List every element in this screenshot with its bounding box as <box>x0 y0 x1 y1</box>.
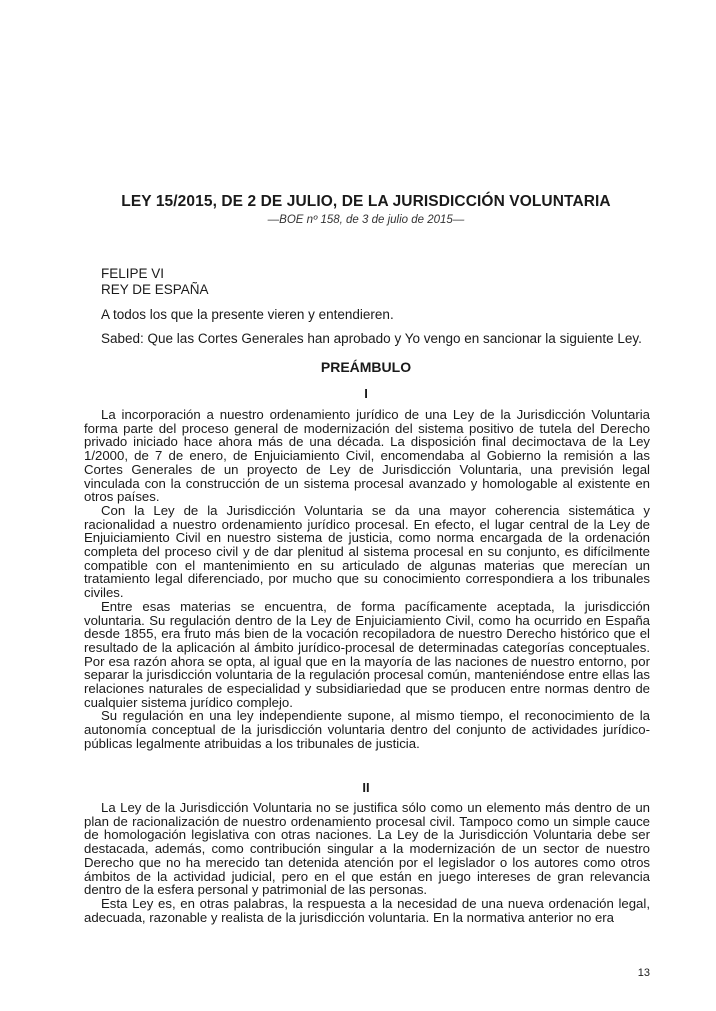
intro-line-2: Sabed: Que las Cortes Generales han aprobado y Yo vengo en sancionar la siguiente Ley. <box>101 331 642 346</box>
paragraph: Entre esas materias se encuentra, de forma pacíficamente aceptada, la jurisdicción voluntaria. Su regulación dentro de la Ley de Enjuiciamiento Civil, como ha ocurrido en España desde 1855, era fruto más bien de la vocación recopiladora de nuestro Derecho histórico que el resultado de la aplicación al ámbito jurídico-procesal de determinadas categorías conceptuales. Por esa razón ahora se opta, al igual que en la mayoría de las naciones de nuestro entorno, por separar la jurisdicción voluntaria de la regulación procesal común, manteniéndose entre ellas las relaciones naturales de especialidad y subsidiariedad que se producen entre normas dentro de cualquier sistema jurídico complejo. <box>84 598 650 710</box>
king-block <box>101 266 209 298</box>
king-name: FELIPE VI <box>101 266 165 281</box>
section-ii-body <box>84 801 650 924</box>
law-title: LEY 15/2015, DE 2 DE JULIO, DE LA JURISDICCIÓN VOLUNTARIA <box>121 193 611 210</box>
paragraph: La incorporación a nuestro ordenamiento jurídico de una Ley de la Jurisdicción Voluntaria forma parte del proceso general de modernización del sistema positivo de tutela del Derecho privado iniciado hace ahora más de una década. La disposición final decimoctava de la Ley 1/2000, de 7 de enero, de Enjuiciamiento Civil, encomendaba al Gobierno la remisión a las Cortes Generales de un proyecto de Ley de Jurisdicción Voluntaria, una previsión legal vinculada con la construcción de un sistema procesal avanzado y homologable al existente en otros países. <box>84 407 650 505</box>
section-i-body <box>84 408 650 751</box>
section-heading-ii: II <box>362 780 370 795</box>
page-number: 13 <box>637 967 650 979</box>
king-title: REY DE ESPAÑA <box>101 282 209 297</box>
paragraph: Su regulación en una ley independiente supone, al mismo tiempo, el reconocimiento de la autonomía conceptual de la jurisdicción voluntaria dentro del conjunto de actividades jurídico-públicas legalmente atribuidas a los tribunales de justicia. <box>84 708 650 751</box>
paragraph: Esta Ley es, en otras palabras, la respuesta a la necesidad de una nueva ordenación legal, adecuada, razonable y realista de la jurisdicción voluntaria. En la normativa anterior no era <box>84 895 650 925</box>
preamble-heading: PREÁMBULO <box>320 359 412 375</box>
section-heading-i: I <box>364 386 368 401</box>
paragraph: La Ley de la Jurisdicción Voluntaria no se justifica sólo como un elemento más dentro de un plan de racionalización de nuestro ordenamiento procesal civil. Tampoco como un simple cauce de homologación legislativa con otras naciones. La Ley de la Jurisdicción Voluntaria debe ser destacada, además, como contribución singular a la modernización de un sector de nuestro Derecho que no ha merecido tan detenida atención por el legislador o los autores como otros ámbitos de la actividad judicial, pero en el que están en juego intereses de gran relevancia dentro de la esfera personal y patrimonial de las personas. <box>84 800 650 898</box>
paragraph: Con la Ley de la Jurisdicción Voluntaria se da una mayor coherencia sistemática y racionalidad a nuestro ordenamiento jurídico procesal. En efecto, el lugar central de la Ley de Enjuiciamiento Civil en nuestro sistema de justicia, como norma encargada de la ordenación completa del proceso civil y de dar plenitud al sistema procesal en su conjunto, es difícilmente compatible con el mantenimiento en su articulado de algunas materias que merecían un tratamiento legal diferenciado, por mucho que su conocimiento correspondiera a los tribunales civiles. <box>84 502 650 601</box>
intro-line-1: A todos los que la presente vieren y entendieren. <box>101 307 394 322</box>
boe-reference: —BOE nº 158, de 3 de julio de 2015— <box>267 214 465 226</box>
